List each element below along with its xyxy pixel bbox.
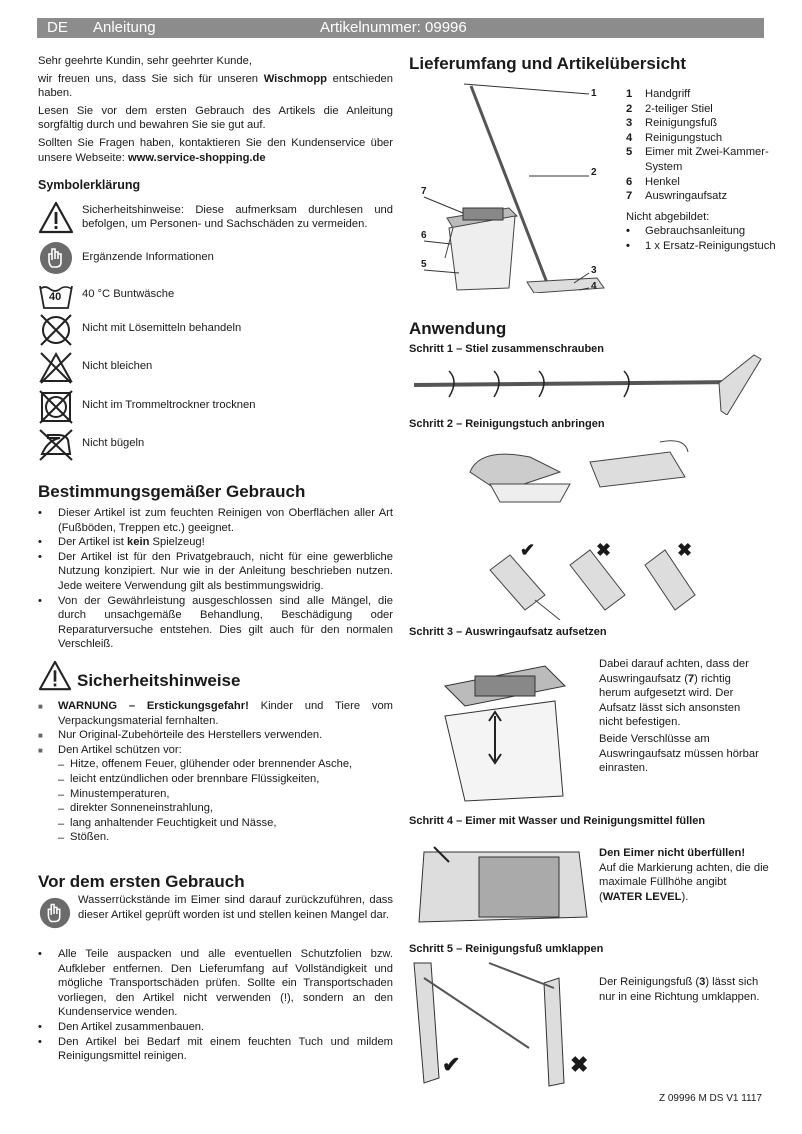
no-tumble-dry-icon <box>38 389 74 425</box>
not-shown-label: Nicht abgebildet: <box>626 210 710 223</box>
warning-triangle-icon <box>38 200 74 236</box>
cross-icon: ✖ <box>570 1052 589 1077</box>
intended-use-heading: Bestimmungsgemäßer Gebrauch <box>38 482 306 501</box>
check-icon: ✔ <box>520 540 536 560</box>
list-item: 7 Auswringaufsatz <box>626 190 728 203</box>
product-overview-illustration <box>409 78 614 293</box>
intro-paragraph-3: Sollten Sie Fragen haben, kontaktieren Sie den Kundenservice über unsere Webseite: www.service-shopping.de <box>38 136 393 164</box>
list-item: • Der Artikel ist kein Spielzeug! <box>38 535 393 550</box>
step-5-heading: Schritt 5 – Reinigungsfuß umklappen <box>409 943 604 955</box>
first-use-heading: Vor dem ersten Gebrauch <box>38 872 245 891</box>
check-icon: ✔ <box>442 1052 461 1077</box>
symbols-heading: Symbolerklärung <box>38 178 141 192</box>
website-link[interactable]: www.service-shopping.de <box>127 151 266 164</box>
step-3-illustration <box>435 646 585 806</box>
header-bar <box>37 18 764 38</box>
overview-heading: Lieferumfang und Artikelübersicht <box>409 54 687 73</box>
list-item: 5 Eimer mit Zwei-Kammer-System <box>626 146 769 173</box>
list-item: – lang anhaltender Feuchtigkeit und Nässe, <box>38 816 393 831</box>
safety-list <box>38 699 393 845</box>
list-item: • Den Artikel bei Bedarf mit einem feuchten Tuch und mildem Reinigungsmittel reinigen. <box>38 1035 393 1064</box>
callout-label: 7 <box>421 186 427 197</box>
info-hand-icon <box>38 896 72 930</box>
list-item: ■ WARNUNG – Erstickungsgefahr! Kinder und Tiere vom Verpackungsmaterial fernhalten. <box>38 699 393 728</box>
callout-label: 5 <box>421 259 427 270</box>
callout-label: 3 <box>591 265 597 276</box>
no-iron-icon <box>38 426 74 462</box>
list-item: 2 2-teiliger Stiel <box>626 102 713 115</box>
step-3-text: Dabei darauf achten, dass der Auswringaufsatz (7) richtig herum aufgesetzt wird. Der Aufsatz lässt sich ansonsten nicht befestigen. <box>599 658 749 729</box>
safety-warning-icon <box>38 660 72 692</box>
callout-label: 6 <box>421 230 427 241</box>
step-5-illustration <box>409 958 589 1088</box>
parts-list <box>626 87 776 254</box>
no-bleach-icon <box>38 350 74 386</box>
step-3-text-2: Beide Verschlüsse am Auswringaufsatz müssen hörbar einrasten. <box>599 733 759 775</box>
callout-label: 1 <box>591 88 597 99</box>
step-4-heading: Schritt 4 – Eimer mit Wasser und Reinigungsmittel füllen <box>409 815 706 827</box>
list-item: 6 Henkel <box>626 175 680 188</box>
list-item: ■ Nur Original-Zubehörteile des Herstellers verwenden. <box>38 728 393 743</box>
intro-paragraph-1: wir freuen uns, dass Sie sich für unseren Wischmopp entschieden haben. <box>38 72 393 100</box>
language-code: DE <box>47 19 68 36</box>
list-item: • 1 x Ersatz-Reinigungstuch <box>626 239 776 252</box>
intended-use-list <box>38 506 393 652</box>
first-use-list <box>38 947 393 1064</box>
greeting: Sehr geehrte Kundin, sehr geehrter Kunde, <box>38 55 252 67</box>
wash-temperature: 40 <box>49 291 62 303</box>
list-item: • Der Artikel ist für den Privatgebrauch, nicht für eine gewerbliche Nutzung konzipiert. Nur wie in der Anleitung beschrieben nutzen. Jede weitere Verwendung gilt als bestimmungswidrig. <box>38 550 393 594</box>
intro-paragraph-2: Lesen Sie vor dem ersten Gebrauch des Artikels die Anleitung sorgfältig durch und bewahren Sie sie gut auf. <box>38 104 393 132</box>
callout-label: 4 <box>591 281 597 292</box>
step-5-text: Der Reinigungsfuß (3) lässt sich nur in eine Richtung umklappen. <box>599 976 760 1003</box>
step-4-text: Den Eimer nicht überfüllen! Auf die Markierung achten, die die maximale Füllhöhe angibt (WATER LEVEL). <box>599 847 769 903</box>
step-2-illustration <box>440 432 690 507</box>
article-number: Artikelnummer: 09996 <box>320 19 467 36</box>
cross-icon: ✖ <box>596 540 612 560</box>
list-item: • Den Artikel zusammenbauen. <box>38 1020 393 1035</box>
list-item: – Hitze, offenem Feuer, glühender oder brennender Asche, <box>38 757 393 772</box>
document-type: Anleitung <box>93 19 156 36</box>
step-1-heading: Schritt 1 – Stiel zusammenschrauben <box>409 343 605 355</box>
list-item: • Gebrauchsanleitung <box>626 225 746 238</box>
list-item: • Von der Gewährleistung ausgeschlossen sind alle Mängel, die durch unsachgemäße Behandlung, Beschädigung oder Reparaturversuche entstehen. Dies gilt auch für den normalen Verschleiß. <box>38 594 393 652</box>
step-2-heading: Schritt 2 – Reinigungstuch anbringen <box>409 418 605 430</box>
list-item: – Stößen. <box>38 830 393 845</box>
application-heading: Anwendung <box>409 319 507 338</box>
list-item: • Dieser Artikel ist zum feuchten Reinigen von Oberflächen aller Art (Fußböden, Treppen etc.) geeignet. <box>38 506 393 535</box>
list-item: ■ Den Artikel schützen vor: <box>38 743 393 758</box>
list-item: 3 Reinigungsfuß <box>626 117 718 130</box>
step-1-illustration <box>409 353 764 415</box>
list-item: – leicht entzündlichen oder brennbare Flüssigkeiten, <box>38 772 393 787</box>
no-solvent-icon <box>38 312 74 348</box>
list-item: – direkter Sonneneinstrahlung, <box>38 801 393 816</box>
list-item: 1 Handgriff <box>626 88 691 100</box>
cross-icon: ✖ <box>677 540 693 560</box>
step-2-variants-illustration <box>485 540 705 620</box>
list-item: • Alle Teile auspacken und alle eventuellen Schutzfolien bzw. Aufkleber entfernen. Den Lieferumfang auf Vollständigkeit und mögliche Transportschäden prüfen. Sollte ein Transportschaden vorliegen, den Artikel nicht verwenden (!), sondern an den Kundenservice wenden. <box>38 947 393 1020</box>
footer-code: Z 09996 M DS V1 1117 <box>658 1093 762 1104</box>
intro-section <box>38 54 393 168</box>
step-3-heading: Schritt 3 – Auswringaufsatz aufsetzen <box>409 626 607 638</box>
first-use-info: Wasserrückstände im Eimer sind darauf zurückzuführen, dass dieser Artikel geprüft worden ist und stellen keinen Mangel dar. <box>78 894 393 921</box>
list-item: – Minustemperaturen, <box>38 787 393 802</box>
safety-heading: Sicherheitshinweise <box>77 671 241 690</box>
list-item: 4 Reinigungstuch <box>626 131 723 144</box>
callout-label: 2 <box>591 167 597 178</box>
step-4-illustration <box>409 832 589 932</box>
info-hand-icon <box>38 240 74 276</box>
